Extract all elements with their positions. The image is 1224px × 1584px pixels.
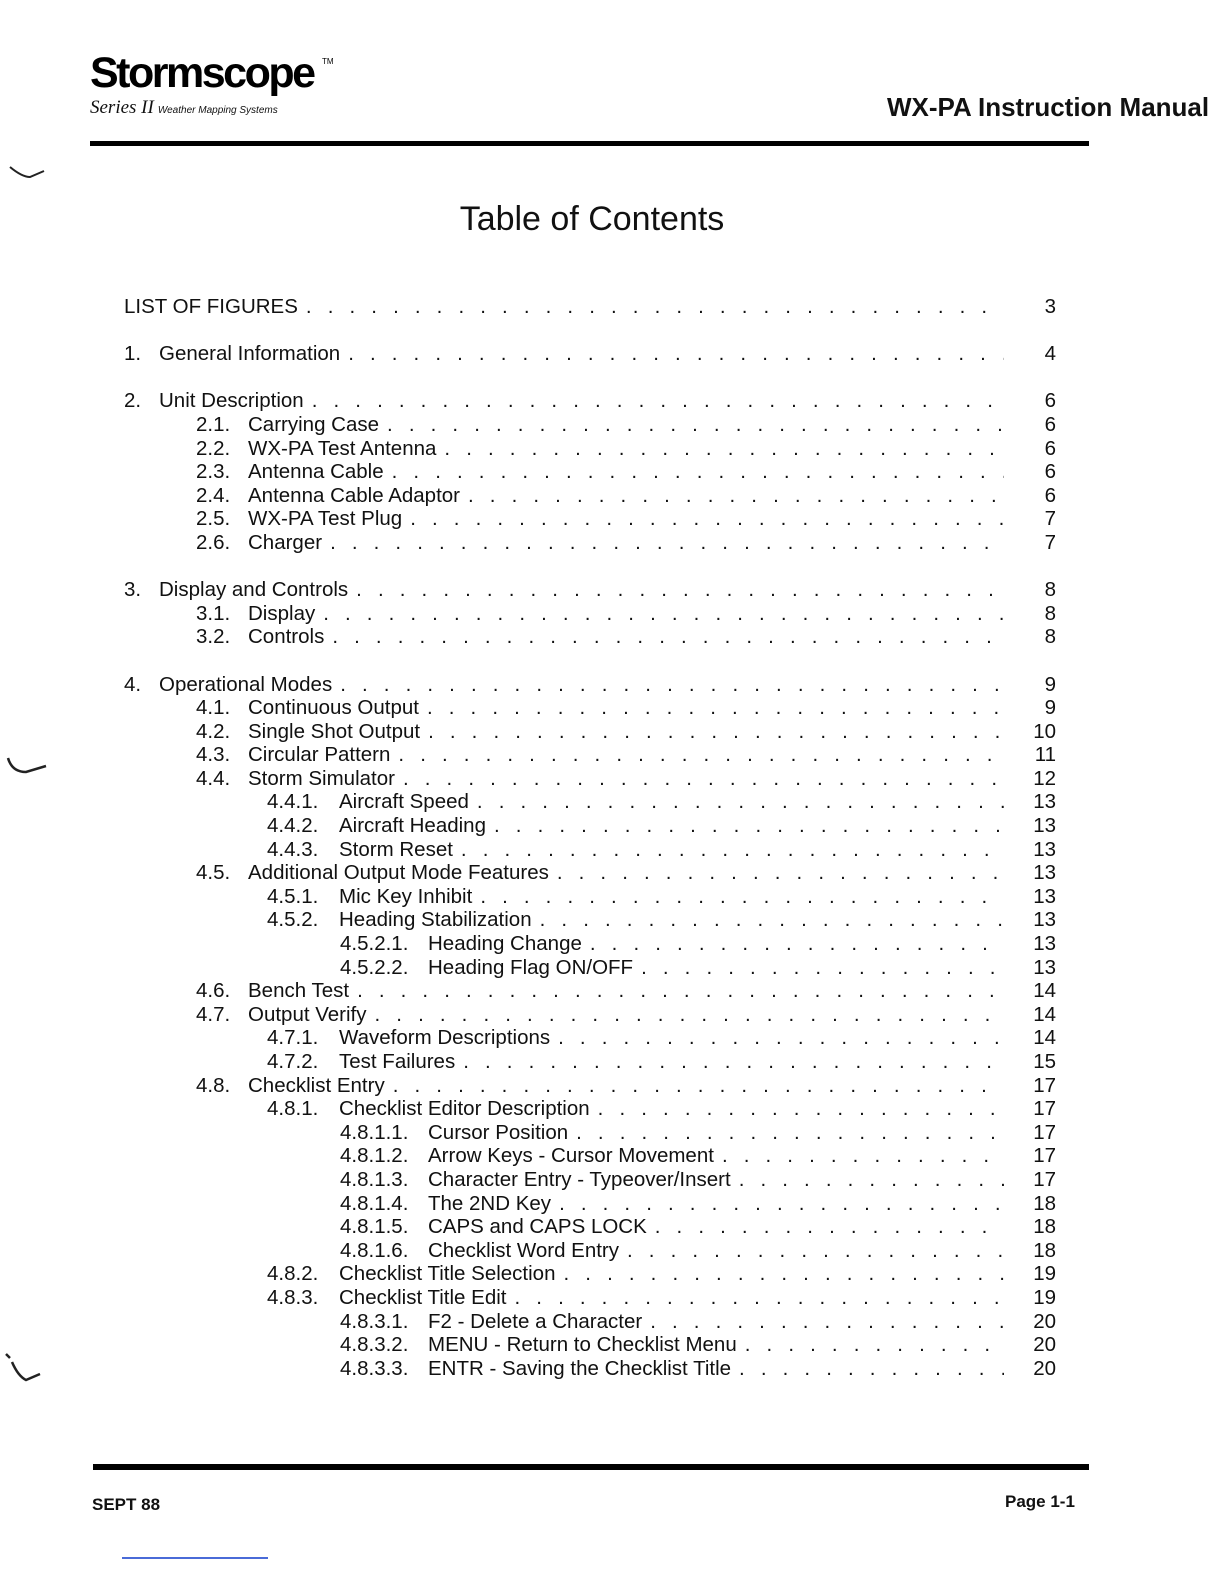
footer-date: SEPT 88	[92, 1495, 161, 1514]
toc-entry-leader	[196, 413, 1004, 437]
toc-entry	[124, 1121, 1056, 1145]
toc-dot-leader	[427, 696, 1004, 720]
toc-entry-number: 4.8.3.	[267, 1285, 319, 1309]
toc-entry-title: General Information	[159, 342, 341, 366]
toc-entry-page: 20	[1033, 1356, 1056, 1380]
toc-dot-leader	[722, 1144, 1004, 1168]
toc-entry-leader	[267, 1097, 1004, 1121]
toc-entry-title: Checklist Title Edit	[339, 1285, 507, 1309]
toc-entry	[124, 696, 1056, 720]
toc-entry	[124, 790, 1056, 814]
toc-entry-title: Storm Simulator	[248, 766, 395, 790]
toc-entry-title: Aircraft Speed	[339, 790, 469, 814]
toc-dot-leader	[403, 767, 1004, 791]
toc-dot-leader	[463, 1050, 1004, 1074]
manual-title: WX-PA Instruction Manual	[887, 92, 1210, 122]
toc-entry-page: 4	[1044, 342, 1056, 366]
toc-entry-leader	[340, 956, 1004, 980]
toc-dot-leader	[468, 484, 1004, 508]
toc-dot-leader	[477, 790, 1004, 814]
toc-entry-title: Carrying Case	[248, 412, 380, 436]
toc-entry-title: Display and Controls	[159, 578, 349, 602]
toc-entry-number: 4.	[124, 672, 142, 696]
brand-text: Stormscope	[90, 49, 314, 97]
toc-entry-leader	[196, 861, 1004, 885]
toc-entry	[124, 507, 1056, 531]
toc-entry-title: Bench Test	[248, 979, 350, 1003]
toc-entry	[124, 1357, 1056, 1381]
toc-entry-leader	[196, 484, 1004, 508]
toc-entry-page: 3	[1044, 295, 1056, 318]
toc-entry	[124, 1333, 1056, 1357]
toc-entry-page: 13	[1033, 814, 1056, 838]
toc-dot-leader	[357, 979, 1004, 1003]
toc-entry-page: 8	[1044, 601, 1056, 625]
toc-dot-leader	[641, 956, 1004, 980]
toc-entry	[124, 838, 1056, 862]
footer-page-number: Page 1-1	[1005, 1492, 1075, 1511]
toc-entry-page: 17	[1033, 1167, 1056, 1191]
toc-entry-number: 4.5.2.2.	[340, 955, 409, 979]
toc-entry-number: 3.1.	[196, 601, 231, 625]
toc-entry-title: Checklist Word Entry	[428, 1238, 620, 1262]
toc-entry	[124, 956, 1056, 980]
toc-entry	[124, 720, 1056, 744]
toc-entry-page: 9	[1044, 672, 1056, 696]
brand-subtitle	[90, 97, 314, 119]
toc-entry-page: 14	[1033, 979, 1056, 1003]
toc-entry-title: Arrow Keys - Cursor Movement	[428, 1144, 714, 1168]
toc-entry-title: Checklist Editor Description	[339, 1097, 590, 1121]
toc-dot-leader	[627, 1239, 1004, 1263]
toc-entry	[124, 908, 1056, 932]
scan-mark	[6, 756, 50, 778]
toc-entry	[124, 1050, 1056, 1074]
toc-dot-leader	[598, 1097, 1004, 1121]
toc-entry-number: 4.8.1.3.	[340, 1167, 409, 1191]
toc-dot-leader	[559, 1192, 1004, 1216]
toc-entry-leader	[196, 460, 1004, 484]
toc-entry-number: 4.8.3.1.	[340, 1309, 409, 1333]
toc-dot-leader	[348, 342, 1004, 366]
toc-entry-page: 19	[1033, 1262, 1056, 1286]
toc-entry-number: 2.3.	[196, 460, 231, 484]
toc-entry-page: 6	[1044, 389, 1056, 413]
toc-entry-page: 18	[1033, 1238, 1056, 1262]
toc-dot-leader	[340, 673, 1004, 697]
toc-entry-number: 4.5.2.1.	[340, 932, 409, 956]
toc-entry-page: 20	[1033, 1309, 1056, 1333]
toc-entry-page: 9	[1044, 696, 1056, 720]
toc-entry-leader	[340, 932, 1004, 956]
toc-entry-page: 17	[1033, 1097, 1056, 1121]
series-label: Series II	[90, 97, 154, 118]
toc-entry-leader	[340, 1215, 1004, 1239]
toc-entry-title: Checklist Entry	[248, 1073, 385, 1097]
toc-entry	[124, 1262, 1056, 1286]
toc-dot-leader	[398, 743, 1004, 767]
toc-dot-leader	[392, 460, 1004, 484]
toc-dot-leader	[375, 1003, 1004, 1027]
toc-entry-leader	[267, 838, 1004, 862]
toc-entry-page: 13	[1033, 884, 1056, 908]
toc-entry	[124, 979, 1056, 1003]
toc-dot-leader	[576, 1121, 1004, 1145]
toc-entry-number: 1.	[124, 342, 142, 366]
scan-line	[122, 1557, 268, 1559]
toc-dot-leader	[323, 602, 1004, 626]
toc-entry-title: Heading Change	[428, 932, 582, 956]
toc-entry-title: Cursor Position	[428, 1120, 569, 1144]
toc-entry	[124, 295, 1056, 319]
toc-dot-leader	[745, 1333, 1004, 1357]
toc-entry-number: 4.8.3.2.	[340, 1333, 409, 1357]
toc-entry-leader	[340, 1357, 1004, 1381]
toc-entry-leader	[340, 1121, 1004, 1145]
toc-entry-title: Checklist Title Selection	[339, 1262, 556, 1286]
toc-entry-number: 4.8.	[196, 1073, 231, 1097]
toc-entry-number: 4.5.1.	[267, 884, 319, 908]
toc-entry	[124, 932, 1056, 956]
toc-dot-leader	[444, 437, 1004, 461]
toc-dot-leader	[540, 908, 1004, 932]
toc-entry	[124, 1026, 1056, 1050]
toc-entry	[124, 413, 1056, 437]
toc-entry-title: The 2ND Key	[428, 1191, 552, 1215]
toc-entry-title: Heading Stabilization	[339, 908, 532, 932]
toc-entry-leader	[196, 531, 1004, 555]
toc-entry-title: F2 - Delete a Character	[428, 1309, 643, 1333]
toc-entry-page: 20	[1033, 1333, 1056, 1357]
toc-entry	[124, 861, 1056, 885]
toc-entry	[124, 460, 1056, 484]
toc-entry-number: 4.8.1.6.	[340, 1238, 409, 1262]
toc-entry-title: Antenna Cable	[248, 460, 384, 484]
toc-entry-number: 4.5.	[196, 861, 231, 885]
toc-entry-leader	[196, 979, 1004, 1003]
toc-entry-title: MENU - Return to Checklist Menu	[428, 1333, 737, 1357]
toc-entry-number: 2.1.	[196, 412, 231, 436]
toc-dot-leader	[494, 814, 1004, 838]
toc-entry	[124, 1168, 1056, 1192]
toc-entry-page: 14	[1033, 1026, 1056, 1050]
toc-entry-page: 17	[1033, 1073, 1056, 1097]
toc-dot-leader	[332, 625, 1004, 649]
table-of-contents	[124, 295, 1056, 1380]
toc-entry-title: Antenna Cable Adaptor	[248, 483, 460, 507]
toc-entry-leader	[196, 437, 1004, 461]
toc-entry	[124, 437, 1056, 461]
toc-entry	[124, 1215, 1056, 1239]
toc-entry-number: 4.7.1.	[267, 1026, 319, 1050]
toc-entry-leader	[196, 1074, 1004, 1098]
toc-entry-page: 8	[1044, 625, 1056, 649]
toc-entry	[124, 625, 1056, 649]
toc-entry	[124, 602, 1056, 626]
toc-entry-page: 7	[1044, 507, 1056, 531]
toc-entry-page: 13	[1033, 955, 1056, 979]
toc-entry-number: 4.3.	[196, 743, 231, 767]
toc-dot-leader	[739, 1357, 1004, 1381]
toc-entry-number: 2.4.	[196, 483, 231, 507]
toc-entry-leader	[196, 743, 1004, 767]
toc-entry-leader	[124, 389, 1004, 413]
toc-entry	[124, 484, 1056, 508]
toc-dot-leader	[514, 1286, 1004, 1310]
toc-entry	[124, 342, 1056, 366]
toc-entry	[124, 673, 1056, 697]
toc-entry-page: 13	[1033, 837, 1056, 861]
toc-entry-page: 13	[1033, 790, 1056, 814]
toc-entry-leader	[124, 342, 1004, 366]
toc-dot-leader	[312, 389, 1004, 413]
toc-entry-page: 6	[1044, 412, 1056, 436]
toc-entry-page: 13	[1033, 861, 1056, 885]
toc-entry-page: 12	[1033, 766, 1056, 790]
toc-entry-page: 19	[1033, 1285, 1056, 1309]
toc-entry	[124, 531, 1056, 555]
toc-entry-number: 4.7.	[196, 1002, 231, 1026]
toc-entry-number: 2.	[124, 389, 142, 413]
toc-dot-leader	[428, 720, 1004, 744]
brand-name	[90, 49, 334, 97]
toc-entry-page: 10	[1033, 719, 1056, 743]
toc-entry-page: 15	[1033, 1050, 1056, 1073]
toc-entry	[124, 1097, 1056, 1121]
toc-entry-page: 6	[1044, 483, 1056, 507]
toc-dot-leader	[563, 1262, 1004, 1286]
toc-entry	[124, 1286, 1056, 1310]
toc-entry-number: 4.8.3.3.	[340, 1356, 409, 1380]
toc-entry	[124, 743, 1056, 767]
header-rule	[90, 141, 1089, 146]
toc-dot-leader	[410, 507, 1004, 531]
toc-dot-leader	[590, 932, 1004, 956]
toc-entry-leader	[196, 1003, 1004, 1027]
page-title: Table of Contents	[459, 200, 725, 238]
toc-entry-page: 13	[1033, 932, 1056, 956]
toc-entry-title: Additional Output Mode Features	[248, 861, 549, 885]
toc-entry	[124, 1003, 1056, 1027]
toc-entry-number: 4.7.2.	[267, 1050, 319, 1073]
toc-entry-leader	[340, 1192, 1004, 1216]
toc-entry-page: 18	[1033, 1191, 1056, 1215]
toc-entry-leader	[196, 602, 1004, 626]
toc-entry-page: 7	[1044, 530, 1056, 554]
toc-entry-leader	[340, 1168, 1004, 1192]
toc-entry-leader	[340, 1144, 1004, 1168]
toc-dot-leader	[739, 1168, 1004, 1192]
toc-entry	[124, 1144, 1056, 1168]
toc-entry-title: Circular Pattern	[248, 743, 391, 767]
toc-entry-page: 13	[1033, 908, 1056, 932]
toc-entry-title: Aircraft Heading	[339, 814, 486, 838]
toc-dot-leader	[330, 531, 1004, 555]
toc-entry-number: 4.4.1.	[267, 790, 319, 814]
toc-entry	[124, 1310, 1056, 1334]
toc-entry-leader	[267, 814, 1004, 838]
toc-entry-page: 17	[1033, 1144, 1056, 1168]
toc-entry-leader	[196, 767, 1004, 791]
trademark-symbol: TM	[322, 57, 334, 66]
toc-entry-page: 18	[1033, 1215, 1056, 1239]
toc-entry-leader	[340, 1310, 1004, 1334]
toc-entry-page: 6	[1044, 436, 1056, 460]
scan-mark	[8, 163, 48, 185]
toc-entry-number: 2.2.	[196, 436, 231, 460]
toc-dot-leader	[557, 861, 1004, 885]
toc-entry-leader	[267, 1262, 1004, 1286]
toc-entry-title: LIST OF FIGURES	[124, 295, 298, 318]
toc-entry-number: 4.8.1.5.	[340, 1215, 409, 1239]
toc-entry-leader	[196, 625, 1004, 649]
toc-entry-leader	[196, 720, 1004, 744]
toc-entry-leader	[267, 885, 1004, 909]
toc-entry	[124, 767, 1056, 791]
toc-entry-leader	[124, 673, 1004, 697]
toc-dot-leader	[393, 1074, 1004, 1098]
toc-dot-leader	[356, 578, 1004, 602]
toc-entry	[124, 578, 1056, 602]
toc-entry-number: 4.5.2.	[267, 908, 319, 932]
toc-entry	[124, 885, 1056, 909]
stormscope-logo	[90, 49, 334, 119]
toc-entry-number: 4.6.	[196, 979, 231, 1003]
toc-entry-title: WX-PA Test Antenna	[248, 436, 437, 460]
toc-entry-leader	[267, 908, 1004, 932]
toc-entry-number: 4.8.1.2.	[340, 1144, 409, 1168]
toc-dot-leader	[306, 295, 1004, 319]
toc-entry-title: ENTR - Saving the Checklist Title	[428, 1356, 732, 1380]
toc-entry-leader	[267, 790, 1004, 814]
toc-entry-page: 8	[1044, 578, 1056, 602]
toc-entry-number: 3.2.	[196, 625, 231, 649]
toc-entry-leader	[124, 295, 1004, 319]
toc-entry-number: 4.8.2.	[267, 1262, 319, 1286]
toc-entry-title: Output Verify	[248, 1002, 367, 1026]
toc-entry-number: 3.	[124, 578, 142, 602]
toc-entry-title: Continuous Output	[248, 696, 419, 720]
toc-dot-leader	[480, 885, 1004, 909]
toc-entry-number: 4.4.3.	[267, 837, 319, 861]
tagline: Weather Mapping Systems	[157, 105, 278, 116]
toc-entry-number: 4.8.1.1.	[340, 1120, 409, 1144]
toc-entry-title: Controls	[248, 625, 325, 649]
toc-entry-number: 4.8.1.4.	[340, 1191, 409, 1215]
toc-dot-leader	[655, 1215, 1004, 1239]
toc-dot-leader	[461, 838, 1004, 862]
toc-entry-title: Test Failures	[339, 1050, 456, 1073]
toc-entry-title: Mic Key Inhibit	[339, 884, 473, 908]
toc-dot-leader	[650, 1310, 1004, 1334]
toc-entry-number: 2.6.	[196, 530, 231, 554]
toc-entry-leader	[267, 1026, 1004, 1050]
toc-entry-title: CAPS and CAPS LOCK	[428, 1215, 647, 1239]
toc-entry-leader	[196, 507, 1004, 531]
toc-entry-leader	[267, 1286, 1004, 1310]
toc-entry-title: Waveform Descriptions	[339, 1026, 551, 1050]
toc-entry-title: Single Shot Output	[248, 719, 421, 743]
toc-entry-leader	[340, 1239, 1004, 1263]
toc-entry-page: 11	[1034, 743, 1056, 767]
toc-dot-leader	[558, 1026, 1004, 1050]
scan-mark	[2, 1352, 46, 1386]
toc-entry-number: 4.4.2.	[267, 814, 319, 838]
toc-entry-title: Heading Flag ON/OFF	[428, 955, 634, 979]
toc-entry	[124, 389, 1056, 413]
toc-entry-title: Display	[248, 601, 316, 625]
toc-entry-page: 6	[1044, 460, 1056, 484]
toc-dot-leader	[387, 413, 1004, 437]
footer-rule	[93, 1464, 1089, 1470]
toc-entry-title: Unit Description	[159, 389, 304, 413]
toc-entry-page: 17	[1033, 1120, 1056, 1144]
toc-entry-title: Charger	[248, 530, 323, 554]
toc-entry	[124, 1239, 1056, 1263]
toc-entry	[124, 814, 1056, 838]
toc-entry-number: 4.2.	[196, 719, 231, 743]
toc-entry-number: 4.8.1.	[267, 1097, 319, 1121]
toc-entry-title: Storm Reset	[339, 837, 453, 861]
toc-entry-leader	[340, 1333, 1004, 1357]
toc-entry-number: 4.4.	[196, 766, 231, 790]
toc-entry-page: 14	[1033, 1002, 1056, 1026]
toc-entry-number: 4.1.	[196, 696, 231, 720]
toc-entry-number: 2.5.	[196, 507, 231, 531]
toc-entry-title: Operational Modes	[159, 672, 333, 696]
toc-entry-leader	[196, 696, 1004, 720]
toc-entry	[124, 1192, 1056, 1216]
toc-entry-title: WX-PA Test Plug	[248, 507, 403, 531]
toc-entry-title: Character Entry - Typeover/Insert	[428, 1167, 731, 1191]
toc-entry-leader	[124, 578, 1004, 602]
toc-entry-leader	[267, 1050, 1004, 1074]
toc-entry	[124, 1074, 1056, 1098]
